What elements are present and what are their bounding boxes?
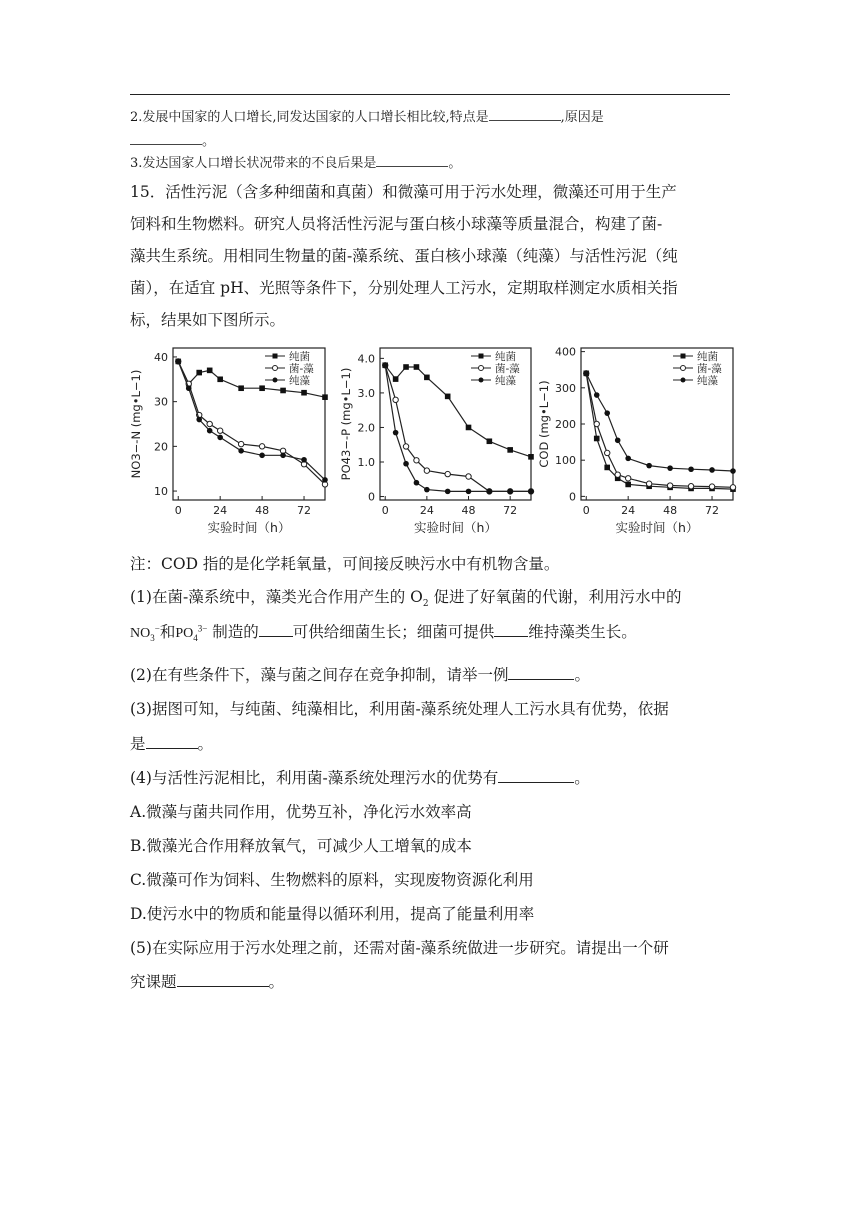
y-axis-label: COD (mg•L−1) xyxy=(537,380,551,468)
data-point-纯菌 xyxy=(487,438,493,444)
data-point-纯菌 xyxy=(507,447,513,453)
x-tick-label: 0 xyxy=(174,504,182,517)
y-tick-label: 10 xyxy=(154,485,168,499)
y-tick-label: 200 xyxy=(555,418,576,431)
sub1-line-1 xyxy=(130,585,682,609)
data-point-菌-藻 xyxy=(605,450,610,455)
sub1-blank-1[interactable] xyxy=(259,635,293,637)
y-tick-label: 300 xyxy=(555,381,576,395)
data-point-纯藻 xyxy=(604,410,610,416)
data-point-菌-藻 xyxy=(259,444,264,449)
sub4-line xyxy=(130,766,590,788)
data-point-纯藻 xyxy=(646,463,652,469)
sub1-text-e: 维持藻类生长。 xyxy=(528,623,637,641)
x-tick-label: 0 xyxy=(582,504,590,517)
q2-line xyxy=(130,106,604,125)
q2-blank-2[interactable] xyxy=(130,143,202,145)
y-tick-label: 30 xyxy=(154,395,168,409)
sub3-blank[interactable] xyxy=(146,747,198,749)
data-point-纯菌 xyxy=(414,364,420,370)
data-point-纯藻 xyxy=(528,489,534,495)
sub3-line-2 xyxy=(130,732,213,754)
x-tick-label: 72 xyxy=(503,504,518,517)
data-point-菌-藻 xyxy=(625,476,630,481)
legend-label: 菌-藻 xyxy=(495,363,520,375)
y-tick-label: 4.0 xyxy=(357,352,375,366)
legend-marker xyxy=(681,378,686,383)
data-point-纯藻 xyxy=(207,428,213,434)
data-point-纯藻 xyxy=(487,489,493,495)
sub3-line-1: (3)据图可知，与纯菌、纯藻相比，利用菌-藻系统处理人工污水具有优势，依据 xyxy=(130,700,669,718)
x-tick-label: 24 xyxy=(419,504,434,517)
data-point-纯藻 xyxy=(667,465,673,471)
data-point-纯藻 xyxy=(414,480,420,486)
q3-line xyxy=(130,152,461,171)
sub4-end: 。 xyxy=(574,769,590,787)
sub1-and: 和 xyxy=(159,623,176,641)
sub1-text-c: 制造的 xyxy=(207,623,259,641)
q2-line-2 xyxy=(130,130,215,149)
option-a[interactable]: A.微藻与菌共同作用，优势互补，净化污水效率高 xyxy=(130,803,472,821)
data-point-菌-藻 xyxy=(207,421,212,426)
po4-formula: $PO_4^{3-}$ xyxy=(175,623,208,643)
data-point-纯藻 xyxy=(301,457,307,463)
data-point-纯菌 xyxy=(466,425,472,431)
legend-label: 纯藻 xyxy=(697,375,718,387)
data-point-纯藻 xyxy=(424,487,430,493)
chart-no3 xyxy=(128,338,333,548)
data-point-菌-藻 xyxy=(238,441,243,446)
figure-charts xyxy=(128,338,740,550)
x-tick-label: 24 xyxy=(621,504,636,517)
data-point-菌-藻 xyxy=(709,484,714,489)
y-axis-label: PO43−-P (mg•L−1) xyxy=(339,367,353,481)
sub1-blank-2[interactable] xyxy=(494,635,528,637)
sub4-text: (4)与活性污泥相比，利用菌-藻系统处理污水的优势有 xyxy=(130,769,499,787)
sub3-end: 。 xyxy=(197,735,214,753)
data-point-菌-藻 xyxy=(393,397,398,402)
legend-marker xyxy=(681,354,686,359)
data-point-纯藻 xyxy=(403,461,409,467)
q3-prefix: 3.发达国家人口增长状况带来的不良后果是 xyxy=(130,156,377,171)
option-c[interactable]: C.微藻可作为饲料、生物燃料的原料，实现废物资源化利用 xyxy=(130,871,534,889)
legend-label: 纯菌 xyxy=(289,351,310,363)
data-point-纯菌 xyxy=(445,394,451,400)
y-tick-label: 3.0 xyxy=(357,386,375,400)
sub1-text-b: 促进了好氧菌的代谢，利用污水中的 xyxy=(428,588,682,606)
x-tick-label: 72 xyxy=(705,504,720,517)
y-tick-label: 400 xyxy=(555,345,576,359)
y-tick-label: 20 xyxy=(154,440,168,454)
x-tick-label: 48 xyxy=(461,504,476,517)
data-point-纯藻 xyxy=(238,448,244,454)
data-point-纯菌 xyxy=(207,368,213,374)
y-tick-label: 40 xyxy=(154,350,168,364)
data-point-纯藻 xyxy=(583,371,589,377)
data-point-纯藻 xyxy=(175,359,181,365)
data-point-纯菌 xyxy=(259,385,265,391)
data-point-纯菌 xyxy=(238,385,244,391)
legend-label: 纯菌 xyxy=(495,351,516,363)
sub1-text-d: 可供给细菌生长；细菌可提供 xyxy=(292,623,495,641)
q15-para-line-5: 标，结果如下图所示。 xyxy=(130,311,286,329)
sub2-blank[interactable] xyxy=(508,678,574,680)
q2-mid: ,原因是 xyxy=(560,110,604,125)
figure-note: 注：COD 指的是化学耗氧量，可间接反映污水中有机物含量。 xyxy=(130,555,560,573)
data-point-纯藻 xyxy=(280,452,286,458)
q3-end: 。 xyxy=(448,156,462,171)
data-point-纯菌 xyxy=(280,388,286,394)
data-point-纯菌 xyxy=(196,370,202,376)
legend-label: 纯藻 xyxy=(495,375,516,387)
sub5-line-1: (5)在实际应用于污水处理之前，还需对菌-藻系统做进一步研究。请提出一个研 xyxy=(130,939,669,957)
sub5-blank[interactable] xyxy=(177,985,269,987)
y-axis-label: NO3−-N (mg•L−1) xyxy=(129,369,143,479)
data-point-纯藻 xyxy=(382,362,388,368)
data-point-菌-藻 xyxy=(646,481,651,486)
chart-cod xyxy=(536,338,740,548)
q2-prefix: 2.发展中国家的人口增长,同发达国家的人口增长相比较,特点是 xyxy=(130,110,489,125)
y-tick-label: 0 xyxy=(368,490,375,504)
data-point-菌-藻 xyxy=(615,472,620,477)
data-point-纯菌 xyxy=(403,364,409,370)
data-point-纯菌 xyxy=(424,375,430,381)
sub3-text-b: 是 xyxy=(130,735,146,753)
legend-label: 纯菌 xyxy=(697,351,718,363)
q2-blank-1[interactable] xyxy=(489,119,561,121)
legend-marker xyxy=(273,354,278,359)
q15-para-line-2: 饲料和生物燃料。研究人员将活性污泥与蛋白核小球藻等质量混合，构建了菌- xyxy=(130,215,663,233)
data-point-纯藻 xyxy=(507,489,513,495)
y-tick-label: 1.0 xyxy=(357,456,375,469)
data-point-纯藻 xyxy=(688,466,694,472)
data-point-菌-藻 xyxy=(688,484,693,489)
data-point-纯藻 xyxy=(709,467,715,473)
data-point-纯菌 xyxy=(393,376,399,382)
x-tick-label: 0 xyxy=(381,504,389,517)
x-axis-label: 实验时间（h） xyxy=(207,520,291,535)
o2-subscript: 2 xyxy=(422,599,429,610)
sub5-line-2 xyxy=(130,970,284,992)
data-point-纯藻 xyxy=(322,477,328,483)
x-tick-label: 72 xyxy=(297,504,312,517)
x-axis-label: 实验时间（h） xyxy=(414,520,497,535)
legend-label: 菌-藻 xyxy=(697,363,722,375)
data-point-菌-藻 xyxy=(730,485,735,490)
data-point-纯藻 xyxy=(445,489,451,495)
no3-formula: $NO_3^-$ xyxy=(130,623,160,643)
header-rule xyxy=(130,94,730,95)
q3-blank[interactable] xyxy=(376,165,448,167)
data-point-纯菌 xyxy=(594,436,600,442)
sub5-text-b: 究课题 xyxy=(130,973,177,991)
sub1-line-2 xyxy=(130,620,637,643)
data-point-菌-藻 xyxy=(217,428,222,433)
data-point-纯菌 xyxy=(625,482,631,488)
q2-end: 。 xyxy=(202,134,216,149)
data-point-纯藻 xyxy=(186,385,192,391)
data-point-菌-藻 xyxy=(424,468,429,473)
y-tick-label: 2.0 xyxy=(357,421,375,435)
data-point-纯藻 xyxy=(259,452,265,458)
data-point-菌-藻 xyxy=(667,483,672,488)
legend-marker xyxy=(479,366,484,371)
sub2-text: (2)在有些条件下，藻与菌之间存在竞争抑制，请举一例 xyxy=(130,666,509,684)
x-tick-label: 48 xyxy=(663,504,678,517)
chart-po4 xyxy=(338,338,538,548)
legend-marker xyxy=(681,366,686,371)
data-point-菌-藻 xyxy=(594,421,599,426)
sub1-text-a: (1)在菌-藻系统中，藻类光合作用产生的 O xyxy=(130,588,423,606)
sub5-end: 。 xyxy=(268,973,285,991)
data-point-菌-藻 xyxy=(403,444,408,449)
data-point-纯菌 xyxy=(604,465,610,471)
data-point-纯藻 xyxy=(730,468,736,474)
data-point-纯藻 xyxy=(393,430,399,436)
y-tick-label: 0 xyxy=(569,490,576,504)
legend-label: 纯藻 xyxy=(289,375,310,387)
data-point-纯藻 xyxy=(615,437,621,443)
option-b[interactable]: B.微藻光合作用释放氧气，可减少人工增氧的成本 xyxy=(130,837,472,855)
y-tick-label: 100 xyxy=(555,454,576,468)
data-point-纯菌 xyxy=(528,454,534,460)
data-point-纯藻 xyxy=(217,435,223,441)
data-point-菌-藻 xyxy=(414,458,419,463)
legend-marker xyxy=(273,378,278,383)
legend-marker xyxy=(479,378,484,383)
legend-marker xyxy=(273,366,278,371)
sub2-line xyxy=(130,663,590,685)
legend-marker xyxy=(479,354,484,359)
x-tick-label: 24 xyxy=(213,504,228,517)
data-point-菌-藻 xyxy=(466,474,471,479)
sub4-blank[interactable] xyxy=(498,781,574,783)
data-point-纯藻 xyxy=(625,456,631,462)
legend-label: 菌-藻 xyxy=(289,363,314,375)
data-point-纯菌 xyxy=(217,376,223,382)
q15-para-line-3: 藻共生系统。用相同生物量的菌-藻系统、蛋白核小球藻（纯藻）与活性污泥（纯 xyxy=(130,247,678,265)
data-point-纯藻 xyxy=(594,392,600,398)
sub2-end: 。 xyxy=(574,666,590,684)
data-point-纯藻 xyxy=(466,489,472,495)
x-tick-label: 48 xyxy=(255,504,270,517)
data-point-菌-藻 xyxy=(445,471,450,476)
data-point-纯藻 xyxy=(196,417,202,423)
x-axis-label: 实验时间（h） xyxy=(615,520,699,535)
q15-para-line-1: 15．活性污泥（含多种细菌和真菌）和微藻可用于污水处理，微藻还可用于生产 xyxy=(130,183,677,201)
q15-para-line-4: 菌），在适宜 pH、光照等条件下，分别处理人工污水，定期取样测定水质相关指 xyxy=(130,279,678,297)
data-point-纯菌 xyxy=(322,394,328,400)
data-point-纯菌 xyxy=(301,390,307,396)
option-d[interactable]: D.使污水中的物质和能量得以循环利用，提高了能量利用率 xyxy=(130,905,535,923)
